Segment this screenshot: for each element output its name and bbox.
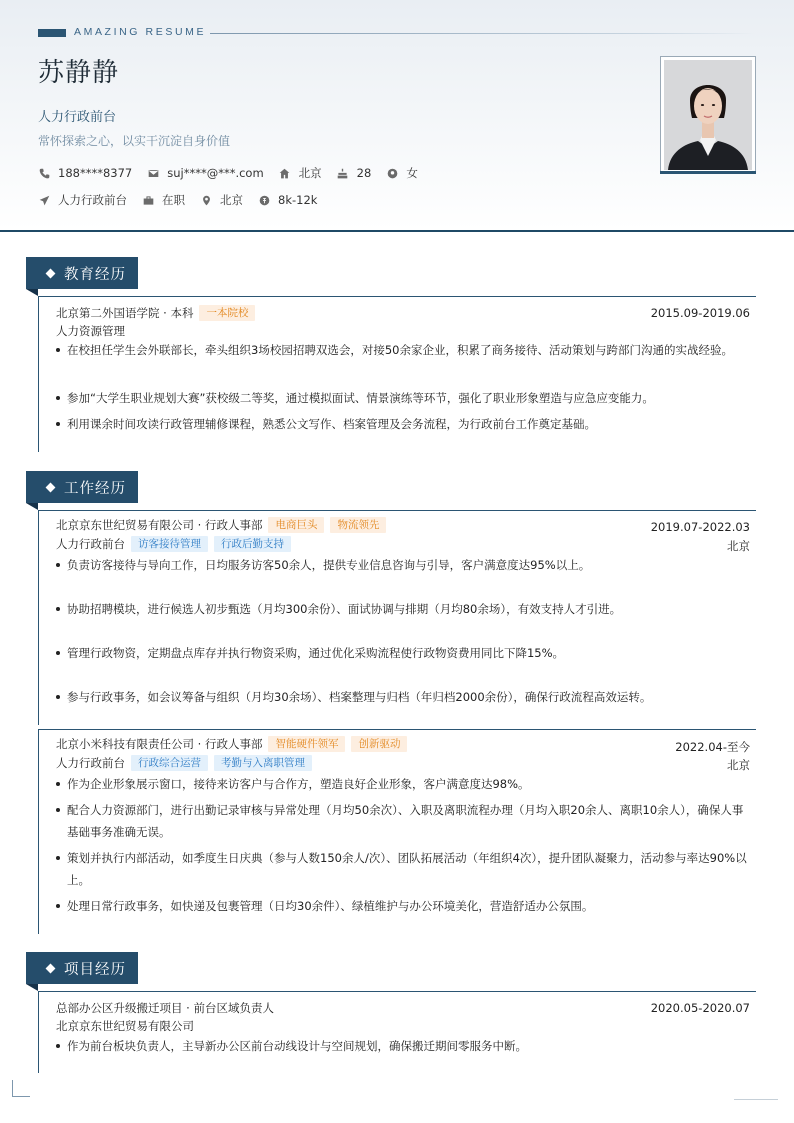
brand-bar: [38, 29, 66, 37]
contact-gender: [386, 165, 418, 181]
list-item: 作为企业形象展示窗口，接待来访客户与合作方，塑造良好企业形象，客户满意度达98%。: [56, 773, 751, 795]
list-item: 参加“大学生职业规划大赛”获校级二等奖，通过模拟面试、情景演练等环节，强化了职业形象塑造与应急应变能力。: [56, 387, 751, 409]
intent-city-text: 北京: [220, 193, 243, 207]
position-line: [56, 536, 750, 552]
list-item: 处理日常行政事务，如快递及包裹管理（日均30余件）、绿植维护与办公环境美化，营造舒适办公氛围。: [56, 895, 751, 917]
list-item: 策划并执行内部活动，如季度生日庆典（参与人数150余人/次）、团队拓展活动（年组织4次），提升团队凝聚力，活动参与率达90%以上。: [56, 847, 751, 891]
school-line: [56, 305, 750, 321]
list-item: 利用课余时间攻读行政管理辅修课程，熟悉公文写作、档案管理及会务流程，为行政前台工作奠定基础。: [56, 413, 751, 435]
intent-salary-text: 8k-12k: [278, 193, 318, 207]
work-date: 2022.04-至今: [675, 740, 750, 754]
contact-email: [147, 166, 263, 180]
age-text: 28: [356, 166, 372, 180]
candidate-role: 人力行政前台: [38, 110, 117, 125]
position-tag: 访客接待管理: [131, 536, 208, 552]
diamond-icon: [46, 268, 56, 278]
intent-status: [142, 192, 185, 208]
education-date: 2015.09-2019.06: [650, 306, 750, 320]
resume-header: [0, 0, 794, 232]
company-tag: 创新驱动: [351, 736, 407, 752]
briefcase-icon: [142, 194, 154, 206]
email-text: suj****@***.com: [167, 166, 264, 180]
contact-phone: [38, 166, 132, 180]
intent-salary: [258, 193, 317, 207]
list-item: 作为前台板块负责人，主导新办公区前台动线设计与空间规划，确保搬迁期间零服务中断。: [56, 1035, 751, 1057]
contact-age: [337, 166, 372, 180]
work-city: 北京: [727, 539, 750, 553]
section-title-text: 工作经历: [64, 480, 126, 497]
list-item: 在校担任学生会外联部长，牵头组织3场校园招聘双选会，对接50余家企业，积累了商务接待、活动策划与跨部门沟通的实战经验。: [56, 339, 751, 361]
school-tag: 一本院校: [199, 305, 255, 321]
company-name: 北京小米科技有限责任公司 · 行政人事部: [56, 737, 263, 751]
work-entry-2: [38, 729, 756, 934]
school-name: 北京第二外国语学院 · 本科: [56, 306, 194, 320]
project-name: 总部办公区升级搬迁项目 · 前台区域负责人: [56, 1001, 274, 1015]
position-name: 人力行政前台: [56, 756, 125, 770]
candidate-name: 苏静静: [38, 58, 120, 88]
work-city: 北京: [727, 758, 750, 772]
page-footer-line: [734, 1099, 778, 1100]
list-item: 协助招聘模块，进行候选人初步甄选（月均300余份）、面试协调与排期（月均80余场），有效支持人才引进。: [56, 598, 751, 620]
project-org: 北京京东世纪贸易有限公司: [56, 1019, 194, 1033]
home-icon: [279, 167, 291, 179]
email-icon: [147, 167, 159, 179]
diamond-icon: [46, 963, 56, 973]
diamond-icon: [46, 482, 56, 492]
list-item: 负责访客接待与导向工作，日均服务访客50余人，提供专业信息咨询与引导，客户满意度达95%以上。: [56, 554, 751, 576]
contact-row: [38, 165, 433, 181]
section-title-education: [26, 257, 138, 289]
major: 人力资源管理: [56, 324, 125, 338]
ribbon-fold: [26, 289, 38, 296]
section-title-projects: [26, 952, 138, 984]
intent-status-text: 在职: [162, 193, 185, 207]
company-line: [56, 517, 750, 533]
list-item: 参与行政事务，如会议筹备与组织（月均30余场）、档案整理与归档（年归档2000余份），确保行政流程高效运转。: [56, 686, 751, 708]
ribbon-fold: [26, 984, 38, 991]
company-tag: 电商巨头: [268, 517, 324, 533]
contact-home: [279, 165, 322, 181]
location-icon: [200, 194, 212, 206]
project-date: 2020.05-2020.07: [650, 1001, 750, 1015]
cake-icon: [337, 167, 349, 179]
project-entry: [38, 991, 756, 1073]
home-text: 北京: [298, 166, 322, 180]
list-item: 配合人力资源部门，进行出勤记录审核与异常处理（月均50余次）、入职及离职流程办理（月均入职20余人、离职10余人），确保人事基础事务准确无误。: [56, 799, 751, 843]
section-title-text: 项目经历: [64, 961, 126, 978]
portrait-image: [664, 60, 752, 170]
intent-position-text: 人力行政前台: [58, 193, 127, 207]
work-date: 2019.07-2022.03: [650, 520, 750, 534]
candidate-motto: 常怀探索之心，以实干沉淀自身价值: [38, 134, 231, 148]
brand-text: AMAZING RESUME: [74, 26, 207, 38]
page-corner-mark: [12, 1080, 30, 1097]
photo-underline: [660, 171, 756, 174]
section-title-text: 教育经历: [64, 266, 126, 283]
position-tag: 考勤与入离职管理: [214, 755, 312, 771]
position-name: 人力行政前台: [56, 537, 125, 551]
position-line: [56, 755, 750, 771]
phone-text: 188****8377: [58, 166, 133, 180]
send-icon: [38, 194, 50, 206]
position-tag: 行政综合运营: [131, 755, 208, 771]
phone-icon: [38, 167, 50, 179]
money-icon: [258, 194, 270, 206]
intent-city: [200, 192, 243, 208]
company-line: [56, 736, 750, 752]
gender-icon: [386, 167, 398, 179]
work-entry-1: [38, 510, 756, 725]
section-title-work: [26, 471, 138, 503]
company-tag: 智能硬件领军: [268, 736, 345, 752]
company-tag: 物流领先: [330, 517, 386, 533]
position-tag: 行政后勤支持: [214, 536, 291, 552]
profile-photo: [660, 56, 756, 174]
ribbon-fold: [26, 503, 38, 510]
intent-position: [38, 192, 127, 208]
brand-row: [38, 27, 756, 39]
job-intent-row: [38, 192, 332, 208]
brand-divider: [210, 33, 756, 34]
gender-text: 女: [406, 166, 418, 180]
list-item: 管理行政物资，定期盘点库存并执行物资采购，通过优化采购流程使行政物资费用同比下降15%。: [56, 642, 751, 664]
education-entry: [38, 296, 756, 452]
company-name: 北京京东世纪贸易有限公司 · 行政人事部: [56, 518, 263, 532]
